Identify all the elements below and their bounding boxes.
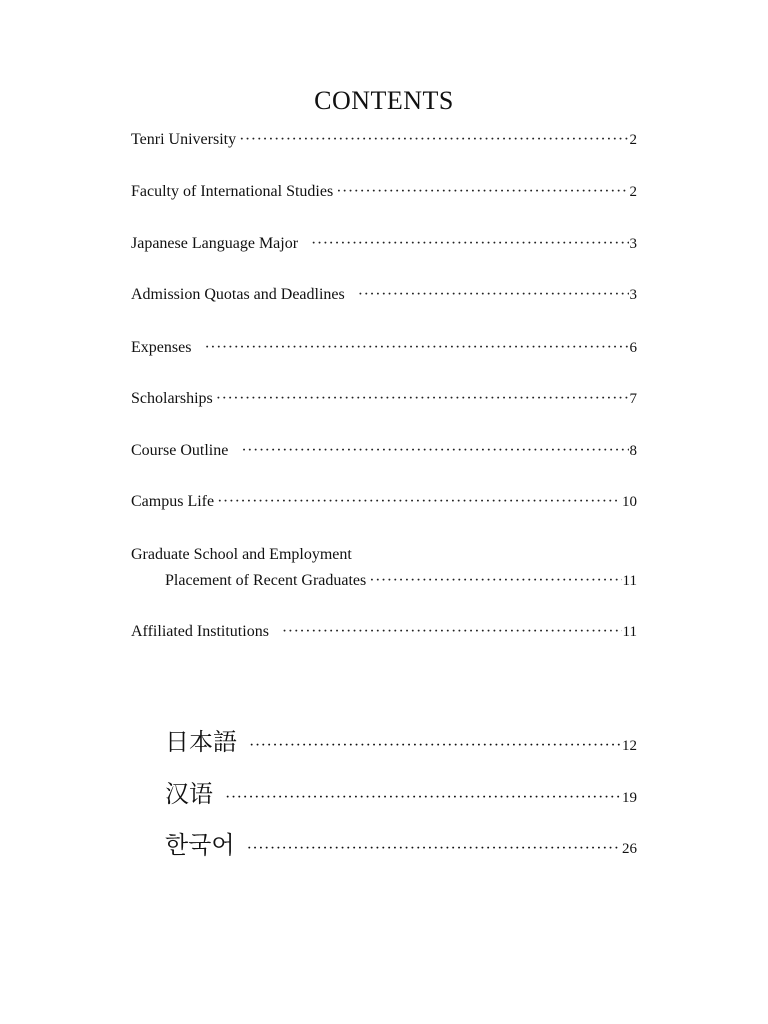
toc-entry-label: Expenses [131,339,192,356]
toc-entry-label: Placement of Recent Graduates [165,572,367,589]
leader-dots [311,235,628,253]
toc-entry-label: Admission Quotas and Deadlines [131,286,345,303]
leader-dots [247,840,621,858]
toc-entry-page: 3 [629,236,637,252]
toc-entry-japanese[interactable] [165,722,637,756]
toc-entry-page: 19 [622,790,637,806]
toc-entry-page: 7 [629,391,637,407]
leader-dots [241,442,628,460]
toc-entry-label: Tenri University [131,131,237,148]
toc-entry-chinese[interactable] [165,774,637,808]
toc-entry-label: Campus Life [131,493,215,510]
leader-dots [204,339,628,357]
leader-dots [358,286,629,304]
toc-entry-scholarships[interactable] [131,390,637,412]
toc-entry-faculty-international-studies[interactable] [131,183,637,205]
page-title: CONTENTS [314,86,454,115]
toc-entry-tenri-university[interactable] [131,131,637,153]
toc-entry-page: 2 [629,132,637,148]
toc-entry-label: 日本語 [165,728,237,756]
toc-entry-page: 3 [629,287,637,303]
toc-entry-label: Faculty of International Studies [131,183,334,200]
toc-entry-page: 8 [629,443,637,459]
toc-entry-graduate-school[interactable]: Graduate School and Employment [131,546,352,563]
toc-entry-page: 11 [622,624,637,640]
toc-entry-page: 12 [622,738,637,754]
toc-entry-page: 10 [622,494,637,510]
toc-entry-campus-life[interactable] [131,493,637,515]
toc-entry-label: 한국어 [165,831,235,859]
leader-dots [282,623,622,641]
leader-dots [249,737,621,755]
toc-entry-course-outline[interactable] [131,442,637,464]
leader-dots [239,131,628,149]
toc-entry-japanese-language-major[interactable] [131,235,637,257]
toc-entry-expenses[interactable] [131,339,637,361]
toc-entry-label: Affiliated Institutions [131,623,269,640]
toc-entry-page: 11 [622,573,637,589]
leader-dots [369,572,621,590]
toc-entry-affiliated-institutions[interactable] [131,623,637,645]
toc-entry-page: 2 [629,184,637,200]
toc-entry-page: 26 [622,841,637,857]
leader-dots [216,390,629,408]
toc-entry-label: Japanese Language Major [131,235,299,252]
toc-entry-label: 汉语 [165,780,213,808]
leader-dots [336,183,628,201]
leader-dots [217,493,621,511]
toc-entry-label: Scholarships [131,390,213,407]
toc-entry-korean[interactable] [165,825,637,859]
toc-entry-label: Course Outline [131,442,229,459]
toc-entry-page: 6 [629,340,637,356]
leader-dots [225,789,621,807]
toc-entry-admission-quotas[interactable] [131,286,637,308]
toc-entry-placement-graduates[interactable] [165,572,637,594]
